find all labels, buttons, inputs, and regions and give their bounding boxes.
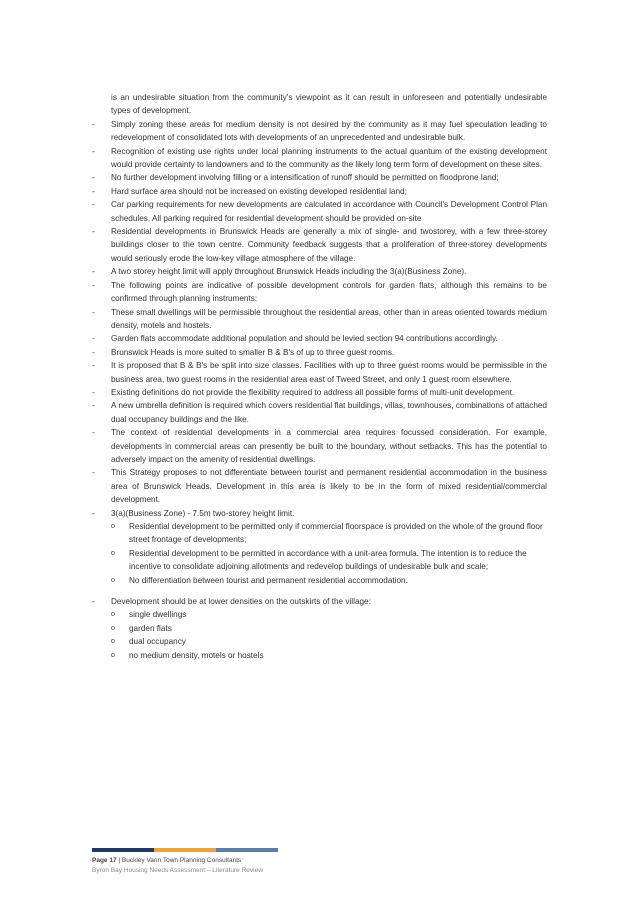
sub-list-item-text: Residential development to be permitted only if commercial floorspace is provided on the whole of the ground floor street frontage of developments; — [129, 522, 543, 545]
sub-list-item — [111, 574, 547, 587]
circle-bullet-icon: o — [111, 549, 115, 557]
bullet-list — [92, 118, 547, 520]
dash-marker: - — [92, 597, 95, 607]
footer-separator: | — [116, 857, 122, 864]
list-item-text: Car parking requirements for new developments are calculated in accordance with Council's Development Control Plan schedules. All parking required for residential development should be provided on-site — [111, 200, 547, 223]
list-item-text: Existing definitions do not provide the flexibility required to address all possible forms of multi-unit development. — [111, 387, 515, 397]
list-item — [92, 386, 547, 399]
list-item — [92, 279, 547, 306]
page-footer — [92, 856, 263, 876]
list-item-text: Development should be at lower densities on the outskirts of the village: — [111, 597, 371, 607]
list-item — [92, 346, 547, 359]
list-item-text: Garden flats accommodate additional population and should be levied section 94 contributions accordingly. — [111, 334, 498, 344]
sub-list-item — [111, 649, 547, 662]
dash-marker: - — [92, 428, 95, 438]
page-number: Page 17 — [92, 857, 117, 864]
sub-bullet-list — [92, 608, 547, 662]
continuation-paragraph: is an undesirable situation from the community's viewpoint as it can result in unforeseen and potentially undesirable types of development. — [111, 93, 547, 116]
list-item — [92, 145, 547, 172]
sub-list-item-text: single dwellings — [129, 610, 187, 620]
document-body — [92, 91, 547, 662]
list-item-text: Recognition of existing use rights under local planning instruments to the actual quantum of the existing development would provide certainty to landowners and to the community as the likely long term form of development on these sites. — [111, 146, 547, 170]
dash-marker: - — [92, 401, 95, 411]
footer-color-bar — [92, 848, 278, 852]
dash-marker: - — [92, 361, 95, 371]
list-item-text: A new umbrella definition is required which covers residential flat buildings, villas, townhouses, combinations of attached dual occupancy buildings and the like. — [111, 401, 547, 424]
footer-company: Buckley Vann Town Planning Consultants — [121, 857, 242, 864]
list-item — [92, 185, 547, 198]
list-item-text: The context of residential developments in a commercial area requires focussed consideration. For example, developments in commercial areas can presently be built to the boundary, without setbacks. This has the potential to adversely impact on the amenity of residential dwellings. — [111, 428, 547, 464]
dash-marker: - — [92, 307, 95, 317]
footer-bar-segment-navy — [92, 848, 154, 852]
dash-marker: - — [92, 200, 95, 210]
sub-list-item-text: no medium density, motels or hostels — [129, 650, 264, 660]
footer-bar-segment-blue — [216, 848, 278, 852]
sub-list-item — [111, 608, 547, 621]
list-item-text: No further development involving filling or a intensification of runoff should be permitted on floodprone land; — [111, 173, 499, 183]
list-item-text: These small dwellings will be permissible throughout the residential areas, other than in areas oriented towards medium density, motels and hostels. — [111, 307, 547, 330]
footer-subtitle: Byron Bay Housing Needs Assessment – Literature Review — [92, 867, 263, 874]
list-item — [92, 399, 547, 426]
sub-list-item-text: No differentiation between tourist and permanent residential accommodation. — [129, 575, 408, 585]
list-item — [92, 118, 547, 145]
list-item-text: Brunswick Heads is more suited to smaller B & B's of up to three guest rooms. — [111, 347, 395, 357]
list-item — [92, 225, 547, 265]
list-item — [92, 595, 547, 608]
list-item-text: Simply zoning these areas for medium density is not desired by the community as it may fuel speculation leading to redevelopment of consolidated lots with developments of an unprecedented and undesirable bulk. — [111, 119, 547, 143]
list-item — [92, 171, 547, 184]
list-item — [92, 198, 547, 225]
sub-list-item — [111, 635, 547, 648]
list-item — [92, 359, 547, 386]
circle-bullet-icon: o — [111, 576, 115, 584]
dash-marker: - — [92, 186, 95, 196]
circle-bullet-icon: o — [111, 523, 115, 530]
dash-marker: - — [92, 227, 95, 237]
sub-list-item-text: garden flats — [129, 623, 172, 633]
sub-list-item-text: Residential development to be permitted in accordance with a unit-area formula. The intention is to reduce the incentive to consolidate adjoining allotments and redevelop buildings of undesirable bulk and scale; — [129, 548, 527, 572]
circle-bullet-icon: o — [111, 611, 115, 619]
dash-marker: - — [92, 267, 95, 277]
list-item-text: A two storey height limit will apply throughout Brunswick Heads including the 3(a)(Business Zone). — [111, 267, 467, 277]
dash-marker: - — [92, 280, 95, 290]
sub-list-item — [111, 520, 547, 547]
dash-marker: - — [92, 508, 95, 518]
list-item-text: Hard surface area should not be increased on existing developed residential land; — [111, 186, 407, 196]
list-item — [92, 332, 547, 345]
list-item — [92, 507, 547, 520]
list-item-text: The following points are indicative of possible development controls for garden flats, although this remains to be confirmed through planning instruments: — [111, 280, 547, 304]
sub-list-item-text: dual occupancy — [129, 637, 186, 647]
dash-marker: - — [92, 146, 95, 156]
list-item-text: 3(a)(Business Zone) - 7.5m two-storey height limit. — [111, 508, 295, 518]
dash-marker: - — [92, 334, 95, 344]
dash-marker: - — [92, 387, 95, 397]
list-item — [92, 265, 547, 278]
dash-marker: - — [92, 119, 95, 129]
sub-list-item — [111, 622, 547, 635]
list-item-text: This Strategy proposes to not differentiate between tourist and permanent residential accommodation in the business area of Brunswick Heads. Development in this area is likely to be in the form of mixed residential/commercial development. — [111, 468, 547, 505]
list-item — [92, 466, 547, 506]
list-item — [92, 426, 547, 466]
dash-marker: - — [92, 173, 95, 183]
circle-bullet-icon: o — [111, 624, 115, 632]
list-item-text: Residential developments in Brunswick Heads are generally a mix of single- and twostorey, with a few three-storey buildings closer to the town centre. Community feedback suggests that a proliferation of three-storey developments would seriously erode the low-key village atmosphere of the village. — [111, 227, 547, 263]
sub-list-item — [111, 547, 547, 574]
circle-bullet-icon: o — [111, 638, 115, 646]
dash-marker: - — [92, 347, 95, 357]
circle-bullet-icon: o — [111, 651, 115, 659]
dash-marker: - — [92, 468, 95, 478]
footer-bar-segment-orange — [154, 848, 216, 852]
sub-bullet-list — [92, 520, 547, 587]
list-item-text: It is proposed that B & B's be split into size classes. Facilities with up to three guest rooms would be permissible in the business area, two guest rooms in the residential area east of Tweed Street, and only 1 guest room elsewhere. — [111, 361, 547, 384]
list-item — [92, 306, 547, 333]
